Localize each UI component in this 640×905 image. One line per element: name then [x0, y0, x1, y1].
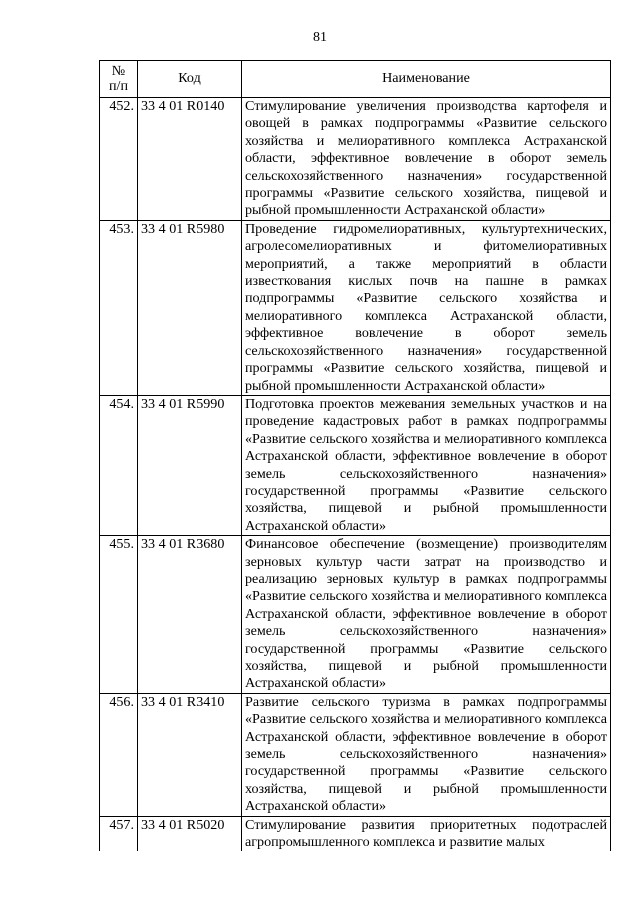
classification-table: [99, 60, 611, 851]
page-number: 81: [313, 30, 327, 45]
header-number-line2: п/п: [108, 78, 128, 94]
row-code: 33 4 01 R5980: [138, 220, 242, 395]
row-code: 33 4 01 R0140: [138, 98, 242, 221]
table-row: [100, 693, 611, 816]
table-row: [100, 816, 611, 851]
row-code: 33 4 01 R5990: [138, 395, 242, 535]
table-row: [100, 220, 611, 395]
row-number: 453.: [100, 220, 138, 395]
header-number-line1: №: [111, 63, 126, 79]
row-name: Развитие сельского туризма в рамках подпрограммы «Развитие сельского хозяйства и мелиоративного комплекса Астраханской области, эффективное вовлечение в оборот земель сельскохозяйственного назначения» государственной программы «Развитие сельского хозяйства, пищевой и рыбной промышленности Астраханской области»: [242, 693, 611, 816]
table-row: [100, 395, 611, 535]
row-name: Стимулирование увеличения производства картофеля и овощей в рамках подпрограммы «Развитие сельского хозяйства и мелиоративного комплекса Астраханской области, эффективное вовлечение в оборот земель сельскохозяйственного назначения» государственной программы «Развитие сельского хозяйства, пищевой и рыбной промышленности Астраханской области»: [242, 98, 611, 221]
row-name: Финансовое обеспечение (возмещение) производителям зерновых культур части затрат на производство и реализацию зерновых культур в рамках подпрограммы «Развитие сельского хозяйства и мелиоративного комплекса Астраханской области, эффективное вовлечение в оборот земель сельскохозяйственного назначения» государственной программы «Развитие сельского хозяйства, пищевой и рыбной промышленности Астраханской области»: [242, 536, 611, 694]
row-code: 33 4 01 R3680: [138, 536, 242, 694]
table-row: [100, 536, 611, 694]
row-code: 33 4 01 R3410: [138, 693, 242, 816]
row-number: 452.: [100, 98, 138, 221]
table-row: [100, 98, 611, 221]
header-code: Код: [138, 61, 242, 98]
row-number: 455.: [100, 536, 138, 694]
row-name: Подготовка проектов межевания земельных участков и на проведение кадастровых работ в рамках подпрограммы «Развитие сельского хозяйства и мелиоративного комплекса Астраханской области, эффективное вовлечение в оборот земель сельскохозяйственного назначения» государственной программы «Развитие сельского хозяйства, пищевой и рыбной промышленности Астраханской области»: [242, 395, 611, 535]
row-number: 454.: [100, 395, 138, 535]
row-name: Проведение гидромелиоративных, культуртехнических, агролесомелиоративных и фитомелиоративных мероприятий, а также мероприятий в области известкования кислых почв на пашне в рамках подпрограммы «Развитие сельского хозяйства и мелиоративного комплекса Астраханской области, эффективное вовлечение в оборот земель сельскохозяйственного назначения» государственной программы «Развитие сельского хозяйства, пищевой и рыбной промышленности Астраханской области»: [242, 220, 611, 395]
table-header-row: [100, 61, 611, 98]
row-name: Стимулирование развития приоритетных подотраслей агропромышленного комплекса и развитие малых: [242, 816, 611, 851]
row-number: 456.: [100, 693, 138, 816]
header-name: Наименование: [242, 61, 611, 98]
row-number: 457.: [100, 816, 138, 851]
row-code: 33 4 01 R5020: [138, 816, 242, 851]
header-number: [100, 61, 138, 98]
